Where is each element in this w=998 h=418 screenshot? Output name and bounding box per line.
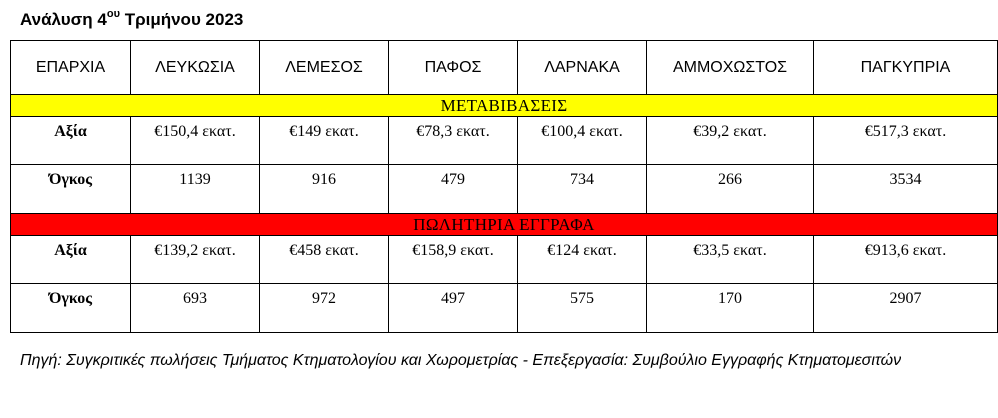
header-cell: ΠΑΓΚΥΠΡΙΑ xyxy=(814,41,998,95)
header-cell: ΛΑΡΝΑΚΑ xyxy=(518,41,647,95)
table-cell: €158,9 εκατ. xyxy=(389,236,518,284)
table-cell: €149 εκατ. xyxy=(260,117,389,165)
header-cell: ΕΠΑΡΧΙΑ xyxy=(11,41,131,95)
title-prefix: Ανάλυση 4 xyxy=(20,10,107,29)
table-cell: €913,6 εκατ. xyxy=(814,236,998,284)
title-superscript: ου xyxy=(106,8,120,21)
row-label: Όγκος xyxy=(11,284,131,333)
header-cell: ΛΕΜΕΣΟΣ xyxy=(260,41,389,95)
table-cell: 266 xyxy=(647,165,814,214)
section-heading-row xyxy=(11,214,998,236)
section-heading-transfers: ΜΕΤΑΒΙΒΑΣΕΙΣ xyxy=(11,95,998,117)
section-heading-row xyxy=(11,95,998,117)
table-cell: 1139 xyxy=(131,165,260,214)
header-cell: ΠΑΦΟΣ xyxy=(389,41,518,95)
table-row xyxy=(11,117,998,165)
table-cell: 170 xyxy=(647,284,814,333)
table-cell: €33,5 εκατ. xyxy=(647,236,814,284)
table-cell: €517,3 εκατ. xyxy=(814,117,998,165)
table-row xyxy=(11,165,998,214)
table-cell: €458 εκατ. xyxy=(260,236,389,284)
table-cell: 479 xyxy=(389,165,518,214)
table-cell: 734 xyxy=(518,165,647,214)
table-cell: €78,3 εκατ. xyxy=(389,117,518,165)
row-label: Αξία xyxy=(11,236,131,284)
table-cell: 3534 xyxy=(814,165,998,214)
header-row xyxy=(11,41,998,95)
header-cell: ΑΜΜΟΧΩΣΤΟΣ xyxy=(647,41,814,95)
table-cell: 916 xyxy=(260,165,389,214)
table-cell: €139,2 εκατ. xyxy=(131,236,260,284)
table-cell: 972 xyxy=(260,284,389,333)
row-label: Όγκος xyxy=(11,165,131,214)
header-cell: ΛΕΥΚΩΣΙΑ xyxy=(131,41,260,95)
table-cell: €39,2 εκατ. xyxy=(647,117,814,165)
table-cell: 693 xyxy=(131,284,260,333)
table-cell: 2907 xyxy=(814,284,998,333)
table-cell: €150,4 εκατ. xyxy=(131,117,260,165)
page-title xyxy=(20,10,243,30)
source-note: Πηγή: Συγκριτικές πωλήσεις Τμήματος Κτηματολογίου και Χωρομετρίας - Επεξεργασία: Συμβούλιο Εγγραφής Κτηματομεσιτών xyxy=(20,352,902,369)
table-cell: 497 xyxy=(389,284,518,333)
table-cell: €124 εκατ. xyxy=(518,236,647,284)
table-cell: 575 xyxy=(518,284,647,333)
property-sales-table xyxy=(10,40,998,333)
row-label: Αξία xyxy=(11,117,131,165)
table-row xyxy=(11,236,998,284)
table-cell: €100,4 εκατ. xyxy=(518,117,647,165)
table-row xyxy=(11,284,998,333)
section-heading-sales-documents: ΠΩΛΗΤΗΡΙΑ ΕΓΓΡΑΦΑ xyxy=(11,214,998,236)
title-suffix: Τριμήνου 2023 xyxy=(119,10,244,29)
